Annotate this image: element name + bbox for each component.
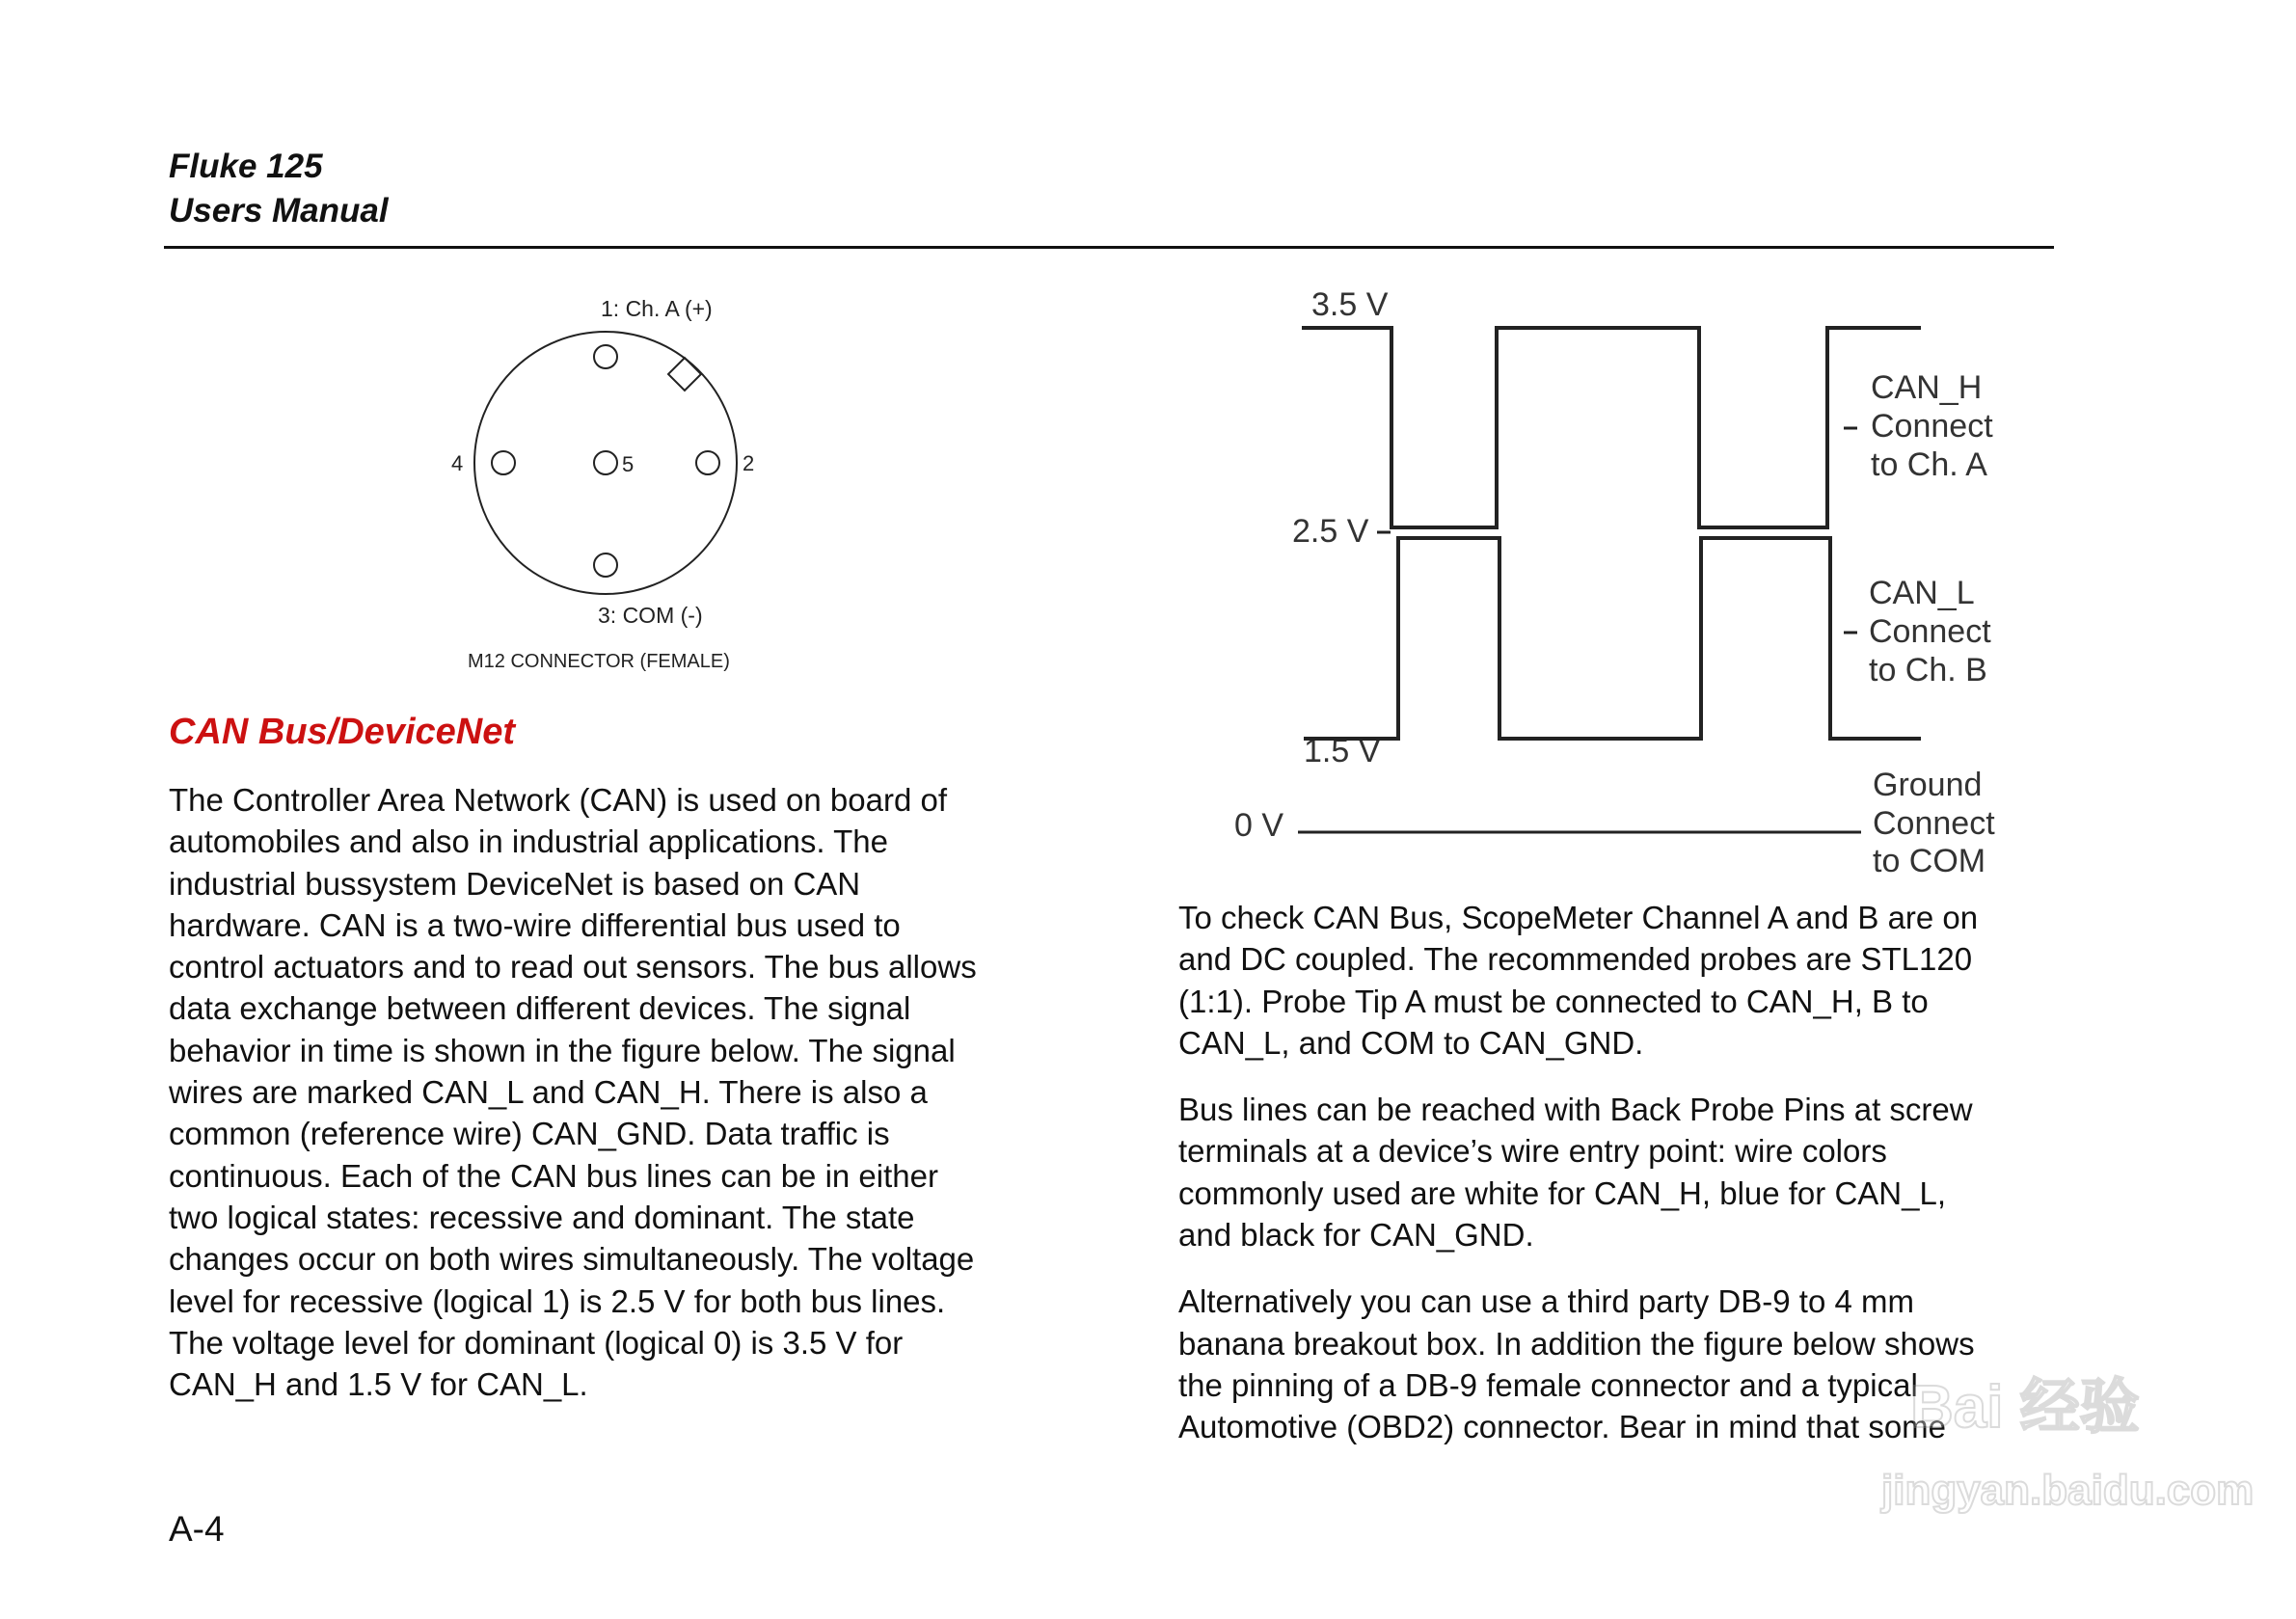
header-doc-title: Users Manual xyxy=(169,192,389,229)
pin-5 xyxy=(594,451,617,474)
pin-5-label: 5 xyxy=(622,452,635,476)
can-h-label xyxy=(1871,369,2002,483)
can-h-label-line: to Ch. A xyxy=(1871,446,1987,483)
text-line: hardware. CAN is a two-wire differential bus used to xyxy=(169,906,901,943)
pin-2-label: 2 xyxy=(743,451,755,475)
pin-1 xyxy=(594,345,617,368)
text-line: common (reference wire) CAN_GND. Data traffic is xyxy=(169,1116,890,1152)
text-line: Alternatively you can use a third party DB-9 to 4 mm xyxy=(1178,1283,1914,1320)
can-l-waveform xyxy=(1304,538,1921,739)
text-line: The Controller Area Network (CAN) is used on board of xyxy=(169,782,948,818)
watermark-brand: Bai 经验 xyxy=(1910,1374,2140,1441)
label-1-5v: 1.5 V xyxy=(1304,733,1381,769)
pin-1-label: 1: Ch. A (+) xyxy=(601,296,713,321)
running-header xyxy=(169,145,389,233)
header-rule xyxy=(164,246,2054,249)
wire-colors-paragraph xyxy=(1178,1089,2066,1255)
section-title: CAN Bus/DeviceNet xyxy=(169,712,515,752)
pin-2 xyxy=(696,451,719,474)
pin-3-label: 3: COM (-) xyxy=(598,603,703,628)
m12-connector-diagram xyxy=(424,280,829,685)
text-line: data exchange between different devices. The signal xyxy=(169,990,911,1027)
page-number: A-4 xyxy=(169,1509,225,1549)
text-line: CAN_H and 1.5 V for CAN_L. xyxy=(169,1366,588,1403)
label-3-5v: 3.5 V xyxy=(1311,286,1389,323)
watermark-url: jingyan.baidu.com xyxy=(1881,1467,2255,1514)
text-line: banana breakout box. In addition the figure below shows xyxy=(1178,1325,1975,1362)
text-line: changes occur on both wires simultaneously. The voltage xyxy=(169,1241,975,1278)
can-l-label-line: CAN_L xyxy=(1869,575,1974,611)
can-h-label-line: CAN_H xyxy=(1871,369,1983,406)
pin-4 xyxy=(492,451,515,474)
text-line: (1:1). Probe Tip A must be connected to CAN_H, B to xyxy=(1178,983,1929,1019)
can-signal-figure xyxy=(1225,280,2054,897)
can-l-label xyxy=(1869,575,2000,688)
intro-paragraph xyxy=(169,779,1056,1405)
text-line: wires are marked CAN_L and CAN_H. There is also a xyxy=(169,1074,928,1111)
text-line: Bus lines can be reached with Back Probe Pins at screw xyxy=(1178,1092,1973,1128)
text-line: The voltage level for dominant (logical 0) is 3.5 V for xyxy=(169,1324,904,1361)
ground-label-line: Ground xyxy=(1873,767,1983,803)
text-line: To check CAN Bus, ScopeMeter Channel A and B are on xyxy=(1178,900,1979,935)
can-l-label-line: Connect xyxy=(1869,613,1991,650)
text-line: and black for CAN_GND. xyxy=(1178,1217,1534,1254)
coding-key xyxy=(668,358,701,391)
ground-label xyxy=(1873,767,2004,879)
ground-label-line: to COM xyxy=(1873,843,1986,879)
text-line: behavior in time is shown in the figure below. The signal xyxy=(169,1032,956,1068)
text-line: commonly used are white for CAN_H, blue for CAN_L, xyxy=(1178,1174,1946,1211)
text-line: two logical states: recessive and dominant. The state xyxy=(169,1199,915,1235)
can-h-label-line: Connect xyxy=(1871,408,1993,445)
probe-setup-paragraph xyxy=(1178,897,2066,1064)
text-line: level for recessive (logical 1) is 2.5 V for both bus lines. xyxy=(169,1282,946,1319)
text-line: control actuators and to read out sensors. The bus allows xyxy=(169,949,977,985)
connector-caption: M12 CONNECTOR (FEMALE) xyxy=(468,651,730,672)
text-line: the pinning of a DB-9 female connector and a typical xyxy=(1178,1366,1918,1403)
pin-4-label: 4 xyxy=(451,451,464,475)
text-line: Automotive (OBD2) connector. Bear in mind that some xyxy=(1178,1409,1947,1445)
text-line: continuous. Each of the CAN bus lines can be in either xyxy=(169,1157,938,1194)
text-line: automobiles and also in industrial applications. The xyxy=(169,823,889,860)
can-l-label-line: to Ch. B xyxy=(1869,652,1987,688)
text-line: CAN_L, and COM to CAN_GND. xyxy=(1178,1024,1644,1061)
ground-label-line: Connect xyxy=(1873,805,1995,842)
label-2-5v: 2.5 V xyxy=(1292,513,1369,550)
header-product: Fluke 125 xyxy=(169,148,323,185)
text-line: terminals at a device’s wire entry point: wire colors xyxy=(1178,1133,1887,1170)
can-h-waveform xyxy=(1302,328,1921,527)
text-line: and DC coupled. The recommended probes are STL120 xyxy=(1178,941,1973,978)
label-0v: 0 V xyxy=(1234,807,1284,844)
text-line: industrial bussystem DeviceNet is based on CAN xyxy=(169,865,861,902)
baidu-watermark xyxy=(1881,1350,2255,1533)
pin-3 xyxy=(594,553,617,577)
